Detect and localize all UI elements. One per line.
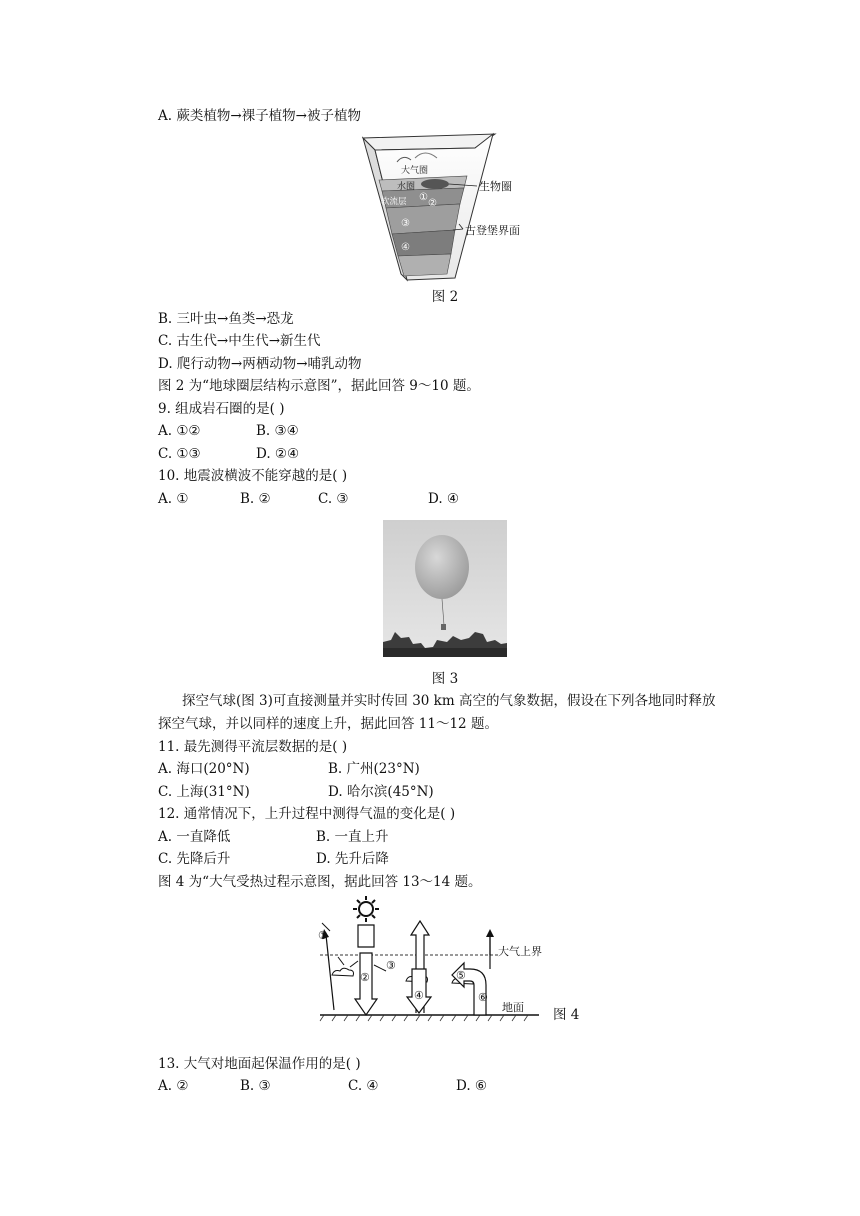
intro-11-12-line2: 探空气球，并以同样的速度上升，据此回答 11～12 题。 bbox=[158, 716, 498, 732]
fig4-marker-2: ② bbox=[360, 971, 370, 984]
fig4-label-top-atmosphere: 大气上界 bbox=[498, 945, 542, 958]
q13-option-a[interactable]: A. ② bbox=[158, 1078, 189, 1094]
q12-option-b[interactable]: B. 一直上升 bbox=[316, 829, 389, 845]
q12-option-c[interactable]: C. 先降后升 bbox=[158, 851, 231, 867]
q9-option-c[interactable]: C. ①③ bbox=[158, 446, 201, 462]
q13-stem: 13. 大气对地面起保温作用的是( ) bbox=[158, 1056, 361, 1072]
option-d-evolution: D. 爬行动物→两栖动物→哺乳动物 bbox=[158, 356, 362, 372]
figure-3-balloon-photo bbox=[383, 520, 507, 657]
q10-option-b[interactable]: B. ② bbox=[240, 491, 271, 507]
option-a-evolution: A. 蕨类植物→裸子植物→被子植物 bbox=[158, 108, 361, 124]
fig4-marker-1: ① bbox=[318, 929, 328, 942]
q13-option-c[interactable]: C. ④ bbox=[348, 1078, 379, 1094]
figure-3-caption: 图 3 bbox=[431, 671, 459, 687]
figure-4-caption: 图 4 bbox=[553, 1007, 580, 1023]
q13-option-d[interactable]: D. ⑥ bbox=[456, 1078, 488, 1094]
option-c-evolution: C. 古生代→中生代→新生代 bbox=[158, 333, 321, 349]
q10-option-d[interactable]: D. ④ bbox=[428, 491, 460, 507]
figure-2-earth-spheres bbox=[355, 128, 535, 288]
intro-13-14: 图 4 为“大气受热过程示意图，据此回答 13～14 题。 bbox=[158, 874, 482, 890]
label-gutenberg: 古登堡界面 bbox=[465, 224, 520, 237]
label-soft-layer: 软流层 bbox=[381, 197, 407, 207]
q11-option-b[interactable]: B. 广州(23°N) bbox=[328, 761, 420, 777]
q10-option-c[interactable]: C. ③ bbox=[318, 491, 349, 507]
intro-11-12-line1: 探空气球(图 3)可直接测量并实时传回 30 km 高空的气象数据，假设在下列各地同时释放 bbox=[182, 693, 716, 709]
q12-option-d[interactable]: D. 先升后降 bbox=[316, 851, 389, 867]
q12-option-a[interactable]: A. 一直降低 bbox=[158, 829, 231, 845]
fig4-marker-3: ③ bbox=[386, 959, 396, 972]
label-biosphere: 生物圈 bbox=[479, 180, 512, 193]
sun-icon bbox=[353, 896, 379, 922]
marker-3: ③ bbox=[401, 218, 410, 229]
q11-option-c[interactable]: C. 上海(31°N) bbox=[158, 784, 250, 800]
marker-4: ④ bbox=[401, 242, 410, 253]
fig4-marker-6: ⑥ bbox=[478, 991, 488, 1004]
q9-stem: 9. 组成岩石圈的是( ) bbox=[158, 401, 285, 417]
q10-stem: 10. 地震波横波不能穿越的是( ) bbox=[158, 468, 348, 484]
label-hydrosphere: 水圈 bbox=[397, 182, 416, 192]
fig4-marker-4: ④ bbox=[414, 989, 424, 1002]
fig4-marker-5: ⑤ bbox=[456, 969, 466, 982]
marker-2: ② bbox=[428, 198, 437, 209]
q9-option-d[interactable]: D. ②④ bbox=[256, 446, 300, 462]
fig4-label-ground: 地面 bbox=[502, 1001, 524, 1014]
option-b-evolution: B. 三叶虫→鱼类→恐龙 bbox=[158, 311, 294, 327]
figure-2-caption: 图 2 bbox=[431, 289, 459, 305]
intro-9-10: 图 2 为“地球圈层结构示意图”，据此回答 9～10 题。 bbox=[158, 378, 480, 394]
q11-option-d[interactable]: D. 哈尔滨(45°N) bbox=[328, 784, 434, 800]
q9-option-a[interactable]: A. ①② bbox=[158, 423, 201, 439]
q13-option-b[interactable]: B. ③ bbox=[240, 1078, 271, 1094]
q11-stem: 11. 最先测得平流层数据的是( ) bbox=[158, 739, 348, 755]
q11-option-a[interactable]: A. 海口(20°N) bbox=[158, 761, 250, 777]
marker-1: ① bbox=[419, 192, 428, 203]
q10-option-a[interactable]: A. ① bbox=[158, 491, 189, 507]
q12-stem: 12. 通常情况下，上升过程中测得气温的变化是( ) bbox=[158, 806, 456, 822]
q9-option-b[interactable]: B. ③④ bbox=[256, 423, 299, 439]
figure-4-heating-diagram bbox=[314, 895, 564, 1025]
label-atmosphere: 大气圈 bbox=[401, 166, 429, 176]
